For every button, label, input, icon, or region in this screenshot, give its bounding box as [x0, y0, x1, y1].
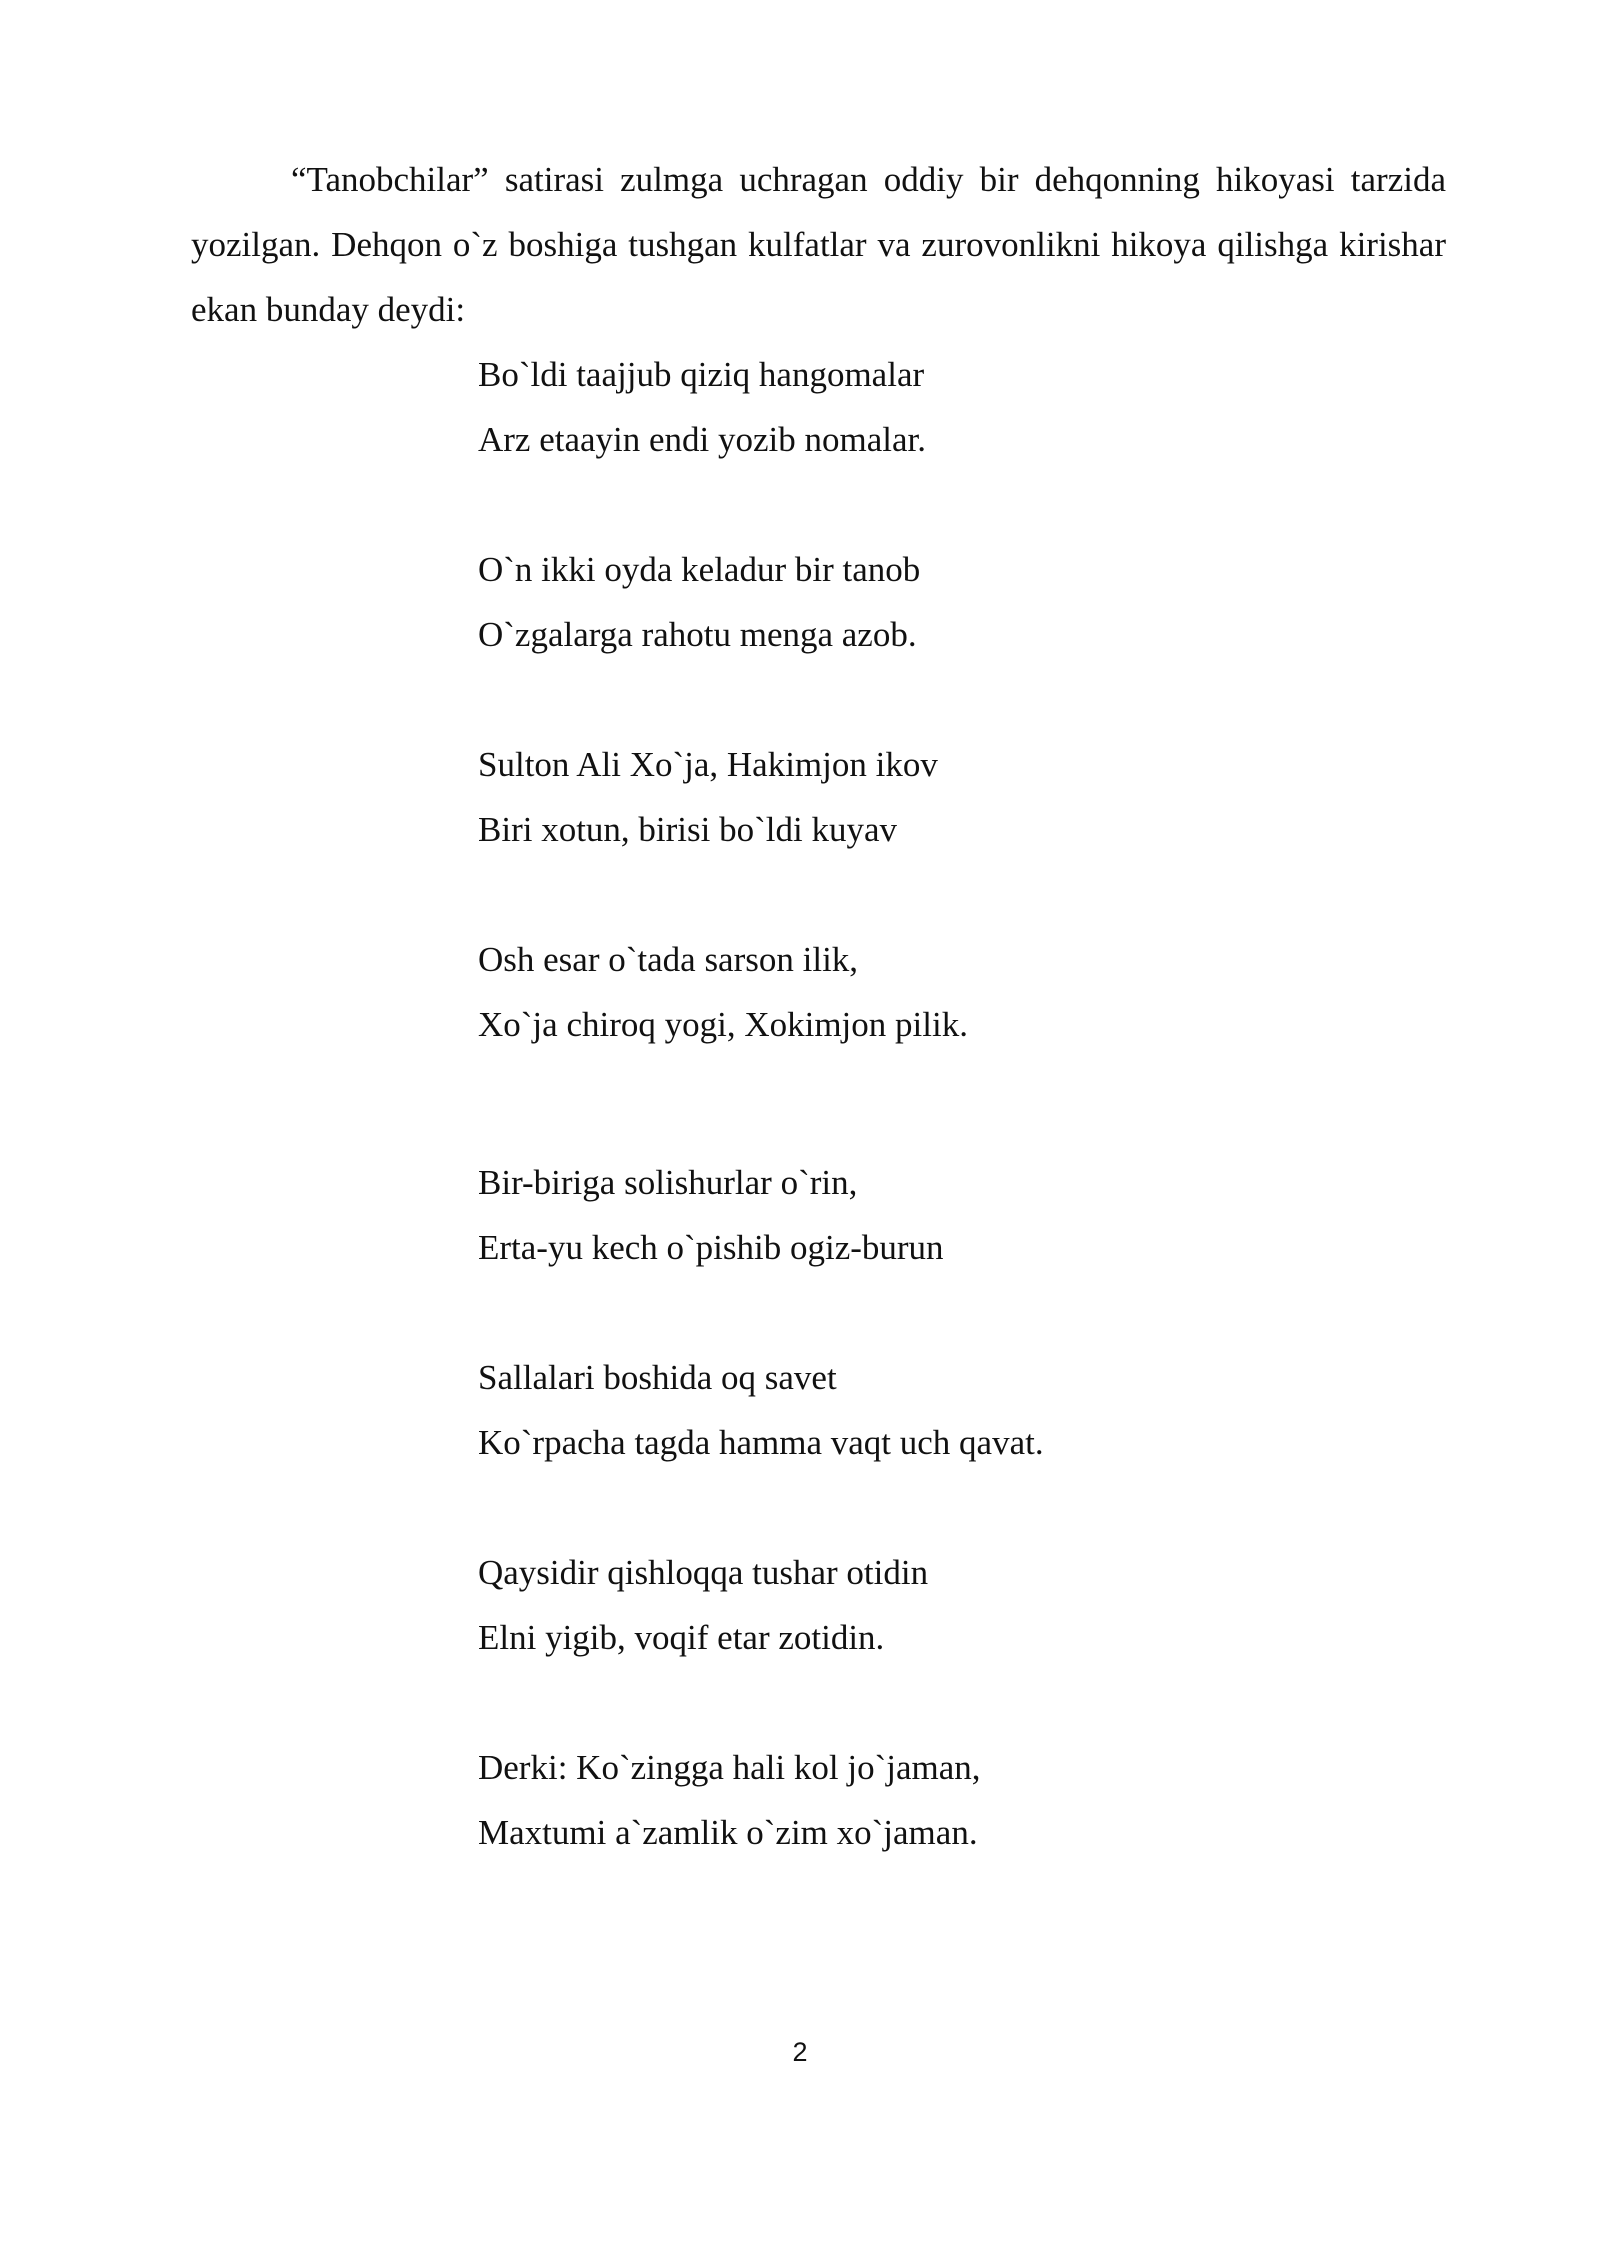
poem-line: Maxtumi a`zamlik o`zim xo`jaman.	[478, 1813, 978, 1852]
intro-paragraph: “Tanobchilar” satirasi zulmga uchragan oddiy bir dehqonning hikoyasi tarzida yozilgan. Dehqon o`z boshiga tushgan kulfatlar va zurovonlikni hikoya qilishga kirishar ekan bunday deydi:	[191, 160, 1446, 329]
poem-line: Osh esar o`tada sarson ilik,	[478, 940, 859, 979]
poem-line: Ko`rpacha tagda hamma vaqt uch qavat.	[478, 1423, 1044, 1462]
poem-line: Sulton Ali Xo`ja, Hakimjon ikov	[478, 745, 938, 784]
poem-line: Qaysidir qishloqqa tushar otidin	[478, 1553, 929, 1592]
poem-line: Derki: Ko`zingga hali kol jo`jaman,	[478, 1748, 981, 1787]
poem-line: Elni yigib, voqif etar zotidin.	[478, 1618, 885, 1657]
poem-line: O`n ikki oyda keladur bir tanob	[478, 550, 921, 589]
stanza-7	[478, 1540, 928, 1670]
poem-line: Biri xotun, birisi bo`ldi kuyav	[478, 810, 898, 849]
stanza-1	[478, 342, 926, 472]
poem-line: Bo`ldi taajjub qiziq hangomalar	[478, 355, 925, 394]
poem-line: O`zgalarga rahotu menga azob.	[478, 615, 917, 654]
stanza-8	[478, 1735, 981, 1865]
stanza-2	[478, 537, 920, 667]
stanza-5	[478, 1150, 944, 1280]
poem-line: Bir-biriga solishurlar o`rin,	[478, 1163, 858, 1202]
stanza-6	[478, 1345, 1044, 1475]
poem-line: Xo`ja chiroq yogi, Xokimjon pilik.	[478, 1005, 968, 1044]
poem-line: Erta-yu kech o`pishib ogiz-burun	[478, 1228, 944, 1267]
poem-line: Sallalari boshida oq savet	[478, 1358, 837, 1397]
poem-line: Arz etaayin endi yozib nomalar.	[478, 420, 927, 459]
stanza-3	[478, 732, 938, 862]
stanza-4	[478, 927, 968, 1057]
page-number: 2	[792, 2037, 808, 2067]
